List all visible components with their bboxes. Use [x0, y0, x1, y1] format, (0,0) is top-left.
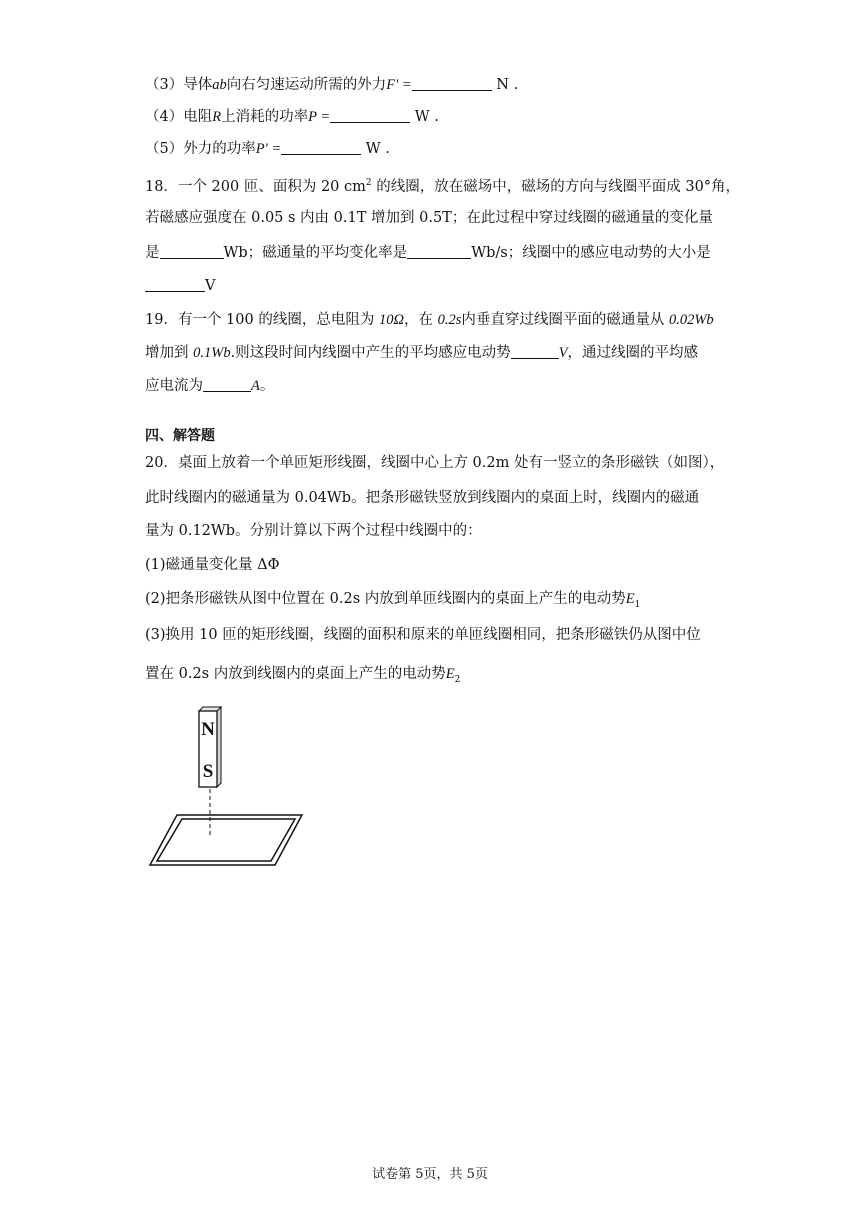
q18-line3: 是 Wb；磁通量的平均变化率是 Wb/s；线圈中的感应电动势的大小是 [145, 245, 711, 261]
q17-part3: （3）导体ab向右匀速运动所需的外力F′ = N . [145, 77, 519, 93]
q19-line2: 增加到 0.1Wb.则这段时间内线圈中产生的平均感应电动势 V，通过线圈的平均感 [145, 345, 699, 361]
answer-blank[interactable] [281, 140, 361, 155]
q20-line1: 20．桌面上放着一个单匝矩形线圈，线圈中心上方 0.2m 处有一竖立的条形磁铁（如图）， [145, 455, 725, 471]
q19-line1: 19．有一个 100 的线圈，总电阻为 10Ω，在 0.2s内垂直穿过线圈平面的磁通量从 0.02Wb [145, 312, 714, 328]
q17-part5: （5）外力的功率P′ = W . [145, 141, 390, 157]
q20-part3-line2: 置在 0.2s 内放到线圈内的桌面上产生的电动势$E_2$ [145, 666, 461, 685]
q18-line2: 若磁感应强度在 0.05 s 内由 0.1T 增加到 0.5T；在此过程中穿过线圈的磁通量的变化量 [145, 210, 713, 226]
q20-part1: (1)磁通量变化量 ΔΦ [145, 557, 280, 573]
q19-line3: 应电流为 A。 [145, 378, 275, 394]
north-pole-label: N [201, 719, 215, 740]
answer-blank[interactable] [412, 76, 492, 91]
section-heading: 四、解答题 [145, 428, 215, 444]
answer-blank[interactable] [511, 344, 559, 359]
answer-blank[interactable] [407, 244, 471, 259]
q20-line2: 此时线圈内的磁通量为 0.04Wb。把条形磁铁竖放到线圈内的桌面上时，线圈内的磁通 [145, 490, 700, 506]
q20-part3-line1: (3)换用 10 匝的矩形线圈，线圈的面积和原来的单匝线圈相同，把条形磁铁仍从图中位 [145, 627, 701, 643]
rectangular-coil [150, 815, 302, 865]
bar-magnet [199, 707, 221, 787]
q20-line3: 量为 0.12Wb。分别计算以下两个过程中线圈中的： [145, 523, 482, 539]
magnet-coil-figure [140, 705, 315, 870]
q18-line4: V [145, 276, 215, 296]
answer-blank[interactable] [160, 244, 224, 259]
answer-blank[interactable] [145, 277, 205, 292]
q20-part2: (2)把条形磁铁从图中位置在 0.2s 内放到单匝线圈内的桌面上产生的电动势$E_1$ [145, 591, 641, 610]
answer-blank[interactable] [203, 377, 251, 392]
page-footer: 试卷第 5页，共 5页 [372, 1167, 488, 1182]
south-pole-label: S [202, 761, 214, 782]
q18-line1: 18．一个 200 匝、面积为 20 $cm^2$ 的线圈，放在磁场中，磁场的方向与线圈平面成 30°角， [145, 178, 741, 195]
answer-blank[interactable] [330, 108, 410, 123]
q17-part4: （4）电阻R上消耗的功率P = W . [145, 109, 439, 125]
